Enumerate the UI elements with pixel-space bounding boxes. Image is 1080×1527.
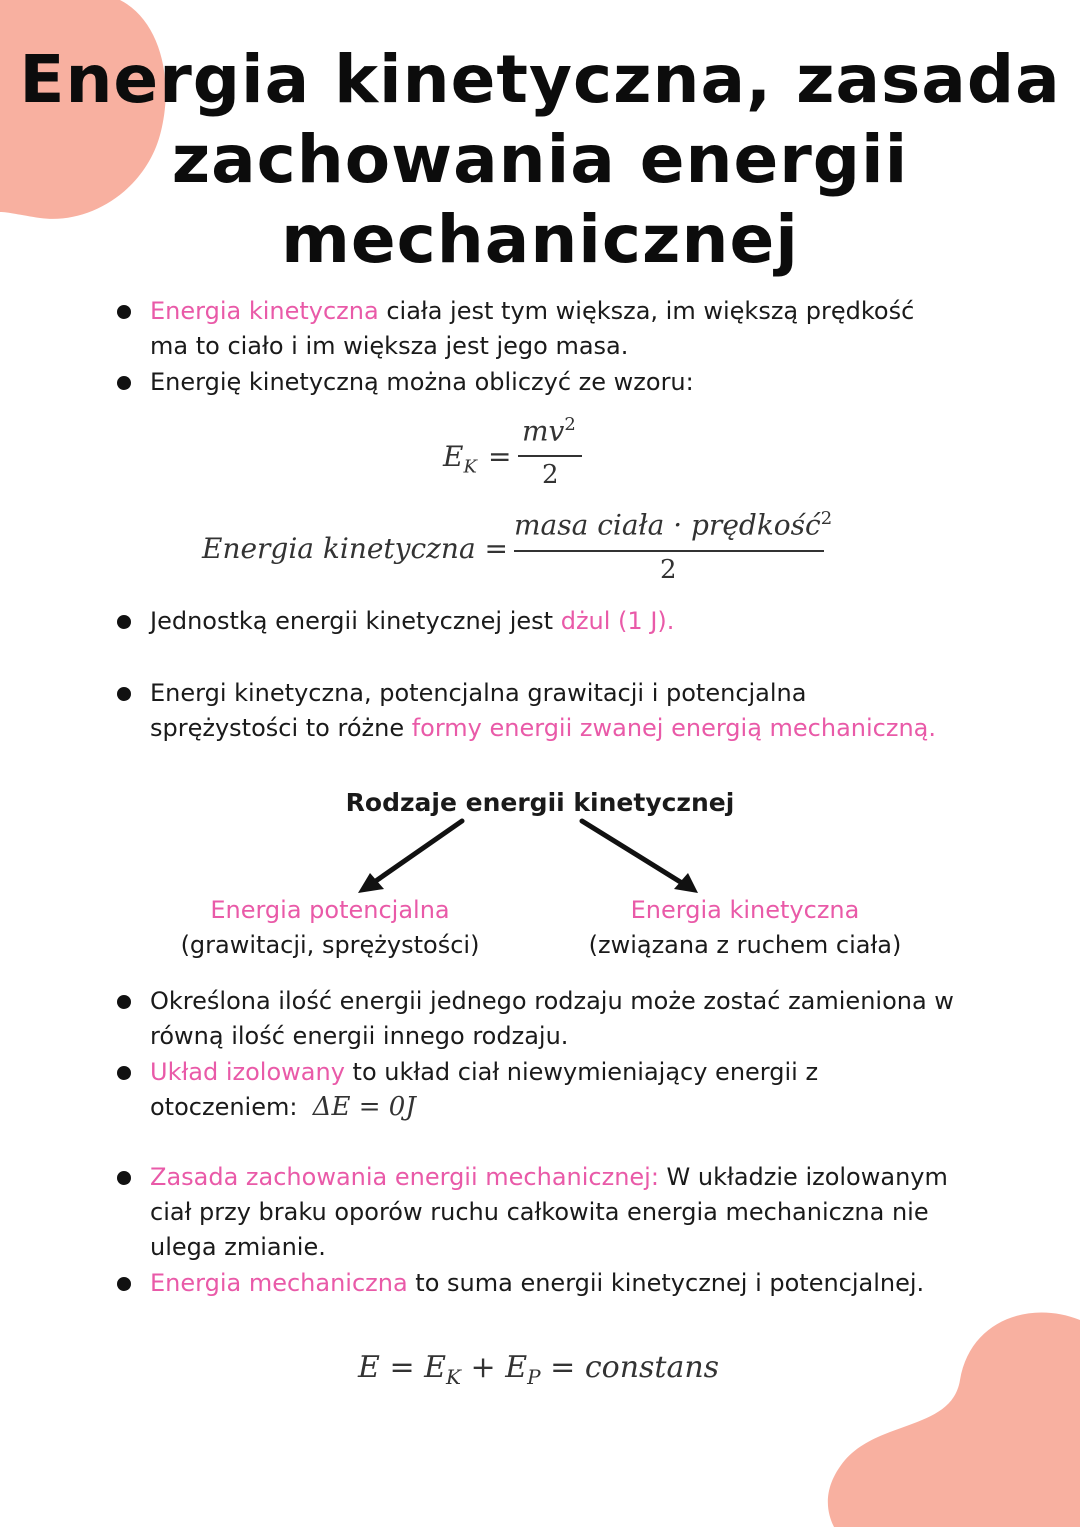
isolated-system-term: Układ izolowany	[150, 1058, 345, 1086]
bullet-dot	[117, 687, 131, 701]
bullet-kinetic-definition: Energia kinetyczna ciała jest tym większa, im większą prędkość ma to ciało i im większa jest jego masa.	[150, 297, 915, 360]
bullet-dot	[117, 995, 131, 1009]
formula-ek-eq: =	[488, 440, 512, 473]
unit-joule: dżul (1 J).	[560, 607, 675, 635]
bullet-dot	[117, 305, 131, 319]
bullet-isolated-system: Układ izolowany to układ ciał niewymieniający energii z otoczeniem: ΔE = 0J	[150, 1058, 819, 1122]
formula-ek-lhs: $E_K$	[443, 440, 477, 478]
diagram-left-node	[140, 893, 520, 963]
potential-energy-sub: (grawitacji, sprężystości)	[180, 931, 480, 959]
kinetic-energy-sub: (związana z ruchem ciała)	[588, 931, 902, 959]
kinetic-energy-label: Energia kinetyczna	[630, 896, 860, 924]
bullet-dot	[117, 615, 131, 629]
potential-energy-label: Energia potencjalna	[210, 896, 450, 924]
diagram-arrows	[340, 815, 720, 905]
formula-words-denominator: 2	[660, 555, 677, 585]
formula-conservation: $E = E_K + E_P$ = constans	[358, 1350, 720, 1389]
delta-e-formula: ΔE = 0J	[312, 1092, 416, 1122]
bullet-dot	[117, 1066, 131, 1080]
bullet-mechanical-sum: Energia mechaniczna to suma energii kinetycznej i potencjalnej.	[150, 1269, 925, 1297]
title-line-1: Energia kinetyczna, zasada	[19, 41, 1061, 118]
diagram-right-node	[560, 893, 930, 963]
formula-ek-numerator: $mv^2$	[522, 414, 576, 448]
bullet-mechanical-forms: Energi kinetyczna, potencjalna grawitacji i potencjalna sprężystości to różne formy energii zwanej energią mechaniczną.	[150, 679, 937, 742]
conservation-law-term: Zasada zachowania energii mechanicznej:	[150, 1163, 659, 1191]
bottom-right-blob	[820, 1310, 1080, 1527]
bullet-conservation-law: Zasada zachowania energii mechanicznej: W układzie izolowanym ciał przy braku oporów ruchu całkowita energia mechaniczna nie ulega zmianie.	[150, 1163, 948, 1261]
formula-ek-denominator: 2	[542, 460, 559, 490]
bullet-dot	[117, 1171, 131, 1185]
title-line-2: zachowania energii	[171, 121, 909, 198]
formula-words-numerator: masa ciała · prędkość$^2$	[514, 508, 833, 542]
bullet-dot	[117, 376, 131, 390]
kinetic-energy-term: Energia kinetyczna	[150, 297, 379, 325]
formula-ek-fraction-line	[518, 455, 582, 457]
page-title	[0, 40, 1080, 280]
bullet-dot	[117, 1277, 131, 1291]
bullet-unit: Jednostką energii kinetycznej jest dżul (1 J).	[150, 607, 675, 635]
title-line-3: mechanicznej	[281, 201, 799, 278]
bullet-energy-conversion: Określona ilość energii jednego rodzaju może zostać zamieniona w równą ilość energii innego rodzaju.	[150, 987, 954, 1050]
formula-words-fraction-line	[514, 550, 824, 552]
diagram-heading: Rodzaje energii kinetycznej	[345, 788, 735, 817]
bullet-formula-intro: Energię kinetyczną można obliczyć ze wzoru:	[150, 368, 694, 396]
formula-words-lhs: Energia kinetyczna =	[202, 532, 509, 565]
mechanical-energy-term: formy energii zwanej energią mechaniczną.	[411, 714, 937, 742]
mechanical-energy-term-2: Energia mechaniczna	[150, 1269, 408, 1297]
